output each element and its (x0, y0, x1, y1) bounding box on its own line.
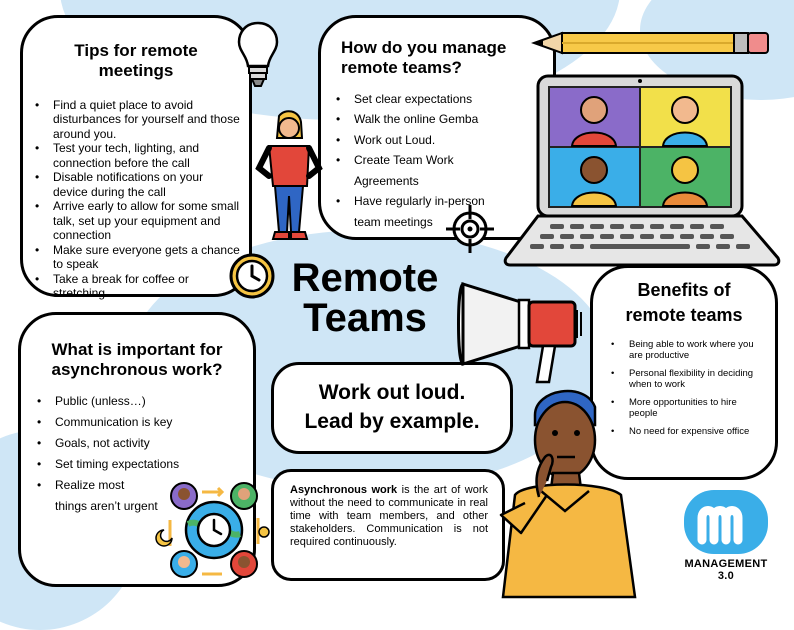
manage-item: • Have regularly in-person team meetings (354, 191, 493, 232)
async-item: • Communication is key (55, 412, 253, 433)
async-item-continuation: things aren’t urgent (55, 498, 158, 513)
benefits-item: • No need for expensive office (629, 427, 761, 438)
benefits-title (593, 278, 775, 328)
tips-item: • Make sure everyone gets a chance to speak (53, 243, 241, 272)
main-title (270, 258, 460, 338)
manage-item: • Create Team Work Agreements (354, 150, 493, 191)
woman-figure-icon (255, 108, 325, 243)
tips-item: • Arrive early to allow for some small talk, set up your equipment and connection (53, 199, 241, 243)
definition-card (271, 469, 505, 581)
async-title (21, 340, 253, 381)
definition-term: Asynchronous work (290, 484, 398, 496)
slogan-line2: Lead by example. (304, 410, 480, 433)
tips-item: • Test your tech, lighting, and connection before the call (53, 141, 241, 170)
benefits-item: • Being able to work where you are productive (629, 340, 761, 361)
definition-text (290, 484, 488, 549)
tips-item: • Disable notifications on your device during the call (53, 170, 241, 199)
globe-clock-icon (158, 478, 270, 584)
manage-item: • Work out Loud. (354, 130, 493, 151)
tips-title-line1: Tips for remote (74, 41, 198, 60)
manage-item: • Set clear expectations (354, 89, 493, 110)
benefits-title-line2: remote teams (625, 305, 743, 326)
manage-title-line1: How do you manage (341, 38, 507, 57)
async-title-line1: What is important for (51, 340, 223, 359)
benefits-title-line1: Benefits of (637, 280, 731, 300)
benefits-item: • More opportunities to hire people (629, 398, 761, 419)
crosshair-target-icon (444, 203, 496, 255)
definition-body: is the art of work without the need to communicate in real time with team members, and other stakeholders. Communication is not required continuously. (290, 484, 488, 548)
tips-list (23, 98, 249, 301)
async-title-line2: asynchronous work? (51, 360, 223, 380)
tips-title (23, 41, 249, 82)
brand-logo (678, 488, 774, 582)
async-item: • Set timing expectations (55, 454, 253, 475)
async-item: • Public (unless…) (55, 391, 253, 412)
manage-title-line2: remote teams? (341, 58, 462, 78)
tips-title-line2: meetings (98, 61, 174, 81)
megaphone-icon (455, 272, 595, 392)
brand-logo-mark (678, 488, 774, 556)
main-title-line2: Teams (303, 296, 427, 340)
main-title-line1: Remote (291, 256, 439, 300)
clock-icon (228, 252, 276, 300)
tips-item: • Find a quiet place to avoid disturbances for yourself and those around you. (53, 98, 241, 142)
benefits-item: • Personal flexibility in deciding when to work (629, 369, 761, 390)
laptop-video-call-icon (500, 72, 784, 268)
async-item: • Realize most (55, 475, 253, 496)
brand-name: MANAGEMENT 3.0 (684, 558, 768, 582)
lightbulb-icon (236, 20, 280, 90)
slogan-line1: Work out loud. (318, 381, 466, 404)
manage-item: • Walk the online Gemba (354, 109, 493, 130)
tips-card (20, 15, 252, 301)
tips-item: • Take a break for coffee or stretching (53, 272, 241, 301)
pencil-icon (532, 30, 772, 56)
thinking-man-icon (495, 385, 650, 597)
async-item: • Goals, not activity (55, 433, 253, 454)
